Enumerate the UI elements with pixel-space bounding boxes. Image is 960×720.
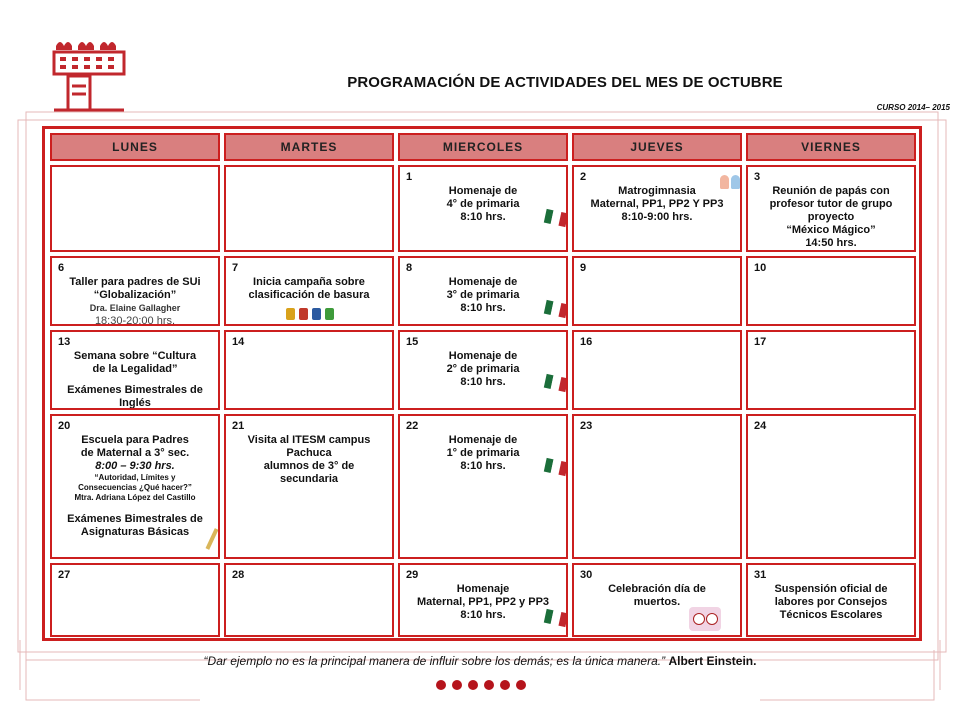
day-number: 17	[754, 336, 767, 348]
event-line: Celebración día de	[608, 583, 706, 595]
event-text	[406, 276, 560, 315]
event-detail: Consecuencias ¿Qué hacer?”	[78, 483, 192, 492]
mexico-flag-icon	[544, 374, 568, 392]
event-text	[580, 185, 734, 224]
event-line: 8:10 hrs.	[460, 211, 506, 223]
event-detail: Mtra. Adriana López del Castillo	[74, 493, 196, 502]
event-line: Escuela para Padres	[81, 434, 189, 446]
event-text	[406, 185, 560, 224]
day-number: 9	[580, 262, 587, 274]
mexico-flag-icon	[544, 300, 568, 318]
event-line: 3° de primaria	[446, 289, 520, 301]
event-line: 2° de primaria	[446, 363, 520, 375]
dot	[500, 680, 510, 690]
day-number: 21	[232, 420, 245, 432]
event-line: Homenaje de	[448, 434, 518, 446]
calendar-day-cell	[50, 256, 220, 326]
event-line: 8:10 hrs.	[460, 460, 506, 472]
calendar-day-cell	[224, 330, 394, 410]
calendar-day-cell	[572, 563, 742, 637]
speaker-name: Dra. Elaine Gallagher	[89, 303, 181, 313]
calendar-day-cell	[50, 414, 220, 559]
event-line: 8:10-9:00 hrs.	[621, 211, 693, 223]
weekday-header-friday: VIERNES	[746, 133, 916, 161]
event-text	[232, 434, 386, 486]
event-text	[232, 276, 386, 302]
dot	[516, 680, 526, 690]
event-text	[58, 434, 212, 539]
day-number: 13	[58, 336, 71, 348]
quote-author: Albert Einstein.	[668, 654, 757, 668]
quote	[0, 654, 960, 668]
school-logo	[48, 36, 128, 116]
calendar-day-cell	[746, 414, 916, 559]
event-line: 1° de primaria	[446, 447, 520, 459]
event-line: Visita al ITESM campus	[247, 434, 371, 446]
mexico-flag-icon	[544, 458, 568, 476]
calendar-day-cell	[50, 330, 220, 410]
calendar-day-cell	[224, 414, 394, 559]
calendar-day-cell	[746, 256, 916, 326]
event-line: Suspensión oficial de	[774, 583, 888, 595]
event-text	[58, 276, 212, 326]
day-number: 23	[580, 420, 593, 432]
dot	[468, 680, 478, 690]
school-year-label: CURSO 2014– 2015	[876, 103, 950, 112]
event-text	[406, 434, 560, 473]
event-line	[58, 376, 212, 384]
event-line: 8:10 hrs.	[460, 376, 506, 388]
day-number: 16	[580, 336, 593, 348]
event-line: Maternal, PP1, PP2 Y PP3	[590, 198, 724, 210]
event-line: labores por Consejos	[774, 596, 888, 608]
event-line: Exámenes Bimestrales de	[67, 384, 203, 396]
calendar-day-cell	[398, 563, 568, 637]
day-number: 2	[580, 171, 587, 183]
event-line: Reunión de papás con	[772, 185, 890, 197]
calendar-day-cell	[398, 414, 568, 559]
event-line: de la Legalidad”	[92, 363, 178, 375]
calavera-icon	[689, 607, 721, 631]
event-detail: “Autoridad, Límites y	[94, 473, 176, 482]
calendar-day-cell	[50, 165, 220, 252]
event-line: Exámenes Bimestrales de	[67, 513, 203, 525]
children-icon	[720, 175, 740, 189]
dot	[436, 680, 446, 690]
event-line: 8:10 hrs.	[460, 302, 506, 314]
mexico-flag-icon	[544, 209, 568, 227]
event-line: Maternal, PP1, PP2 y PP3	[416, 596, 550, 608]
calendar-day-cell	[572, 165, 742, 252]
event-time: 18:30-20:00 hrs.	[94, 315, 176, 326]
quote-text: “Dar ejemplo no es la principal manera de influir sobre los demás; es la única manera.”	[203, 654, 666, 668]
day-number: 22	[406, 420, 419, 432]
event-line: profesor tutor de grupo	[769, 198, 893, 210]
event-line: “México Mágico”	[786, 224, 876, 236]
event-line: Homenaje de	[448, 185, 518, 197]
recycling-bins-icon	[286, 308, 334, 320]
calendar-day-cell	[572, 330, 742, 410]
calendar-day-cell	[224, 563, 394, 637]
event-line: secundaria	[279, 473, 339, 485]
day-number: 29	[406, 569, 419, 581]
event-line: “Globalización”	[93, 289, 177, 301]
event-line: Inglés	[119, 397, 151, 409]
event-text	[754, 185, 908, 250]
day-number: 1	[406, 171, 413, 183]
day-number: 14	[232, 336, 245, 348]
day-number: 30	[580, 569, 593, 581]
calendar-day-cell	[398, 256, 568, 326]
day-number: 27	[58, 569, 71, 581]
calendar-day-cell	[50, 563, 220, 637]
event-line: de Maternal a 3° sec.	[80, 447, 190, 459]
calendar-day-cell	[398, 165, 568, 252]
day-number: 20	[58, 420, 71, 432]
event-text	[406, 583, 560, 622]
day-number: 15	[406, 336, 419, 348]
event-line: Homenaje	[456, 583, 510, 595]
calendar-day-cell	[398, 330, 568, 410]
day-number: 3	[754, 171, 761, 183]
day-number: 8	[406, 262, 413, 274]
page-title: PROGRAMACIÓN DE ACTIVIDADES DEL MES DE OCTUBRE	[347, 74, 783, 91]
event-line: muertos.	[633, 596, 681, 608]
weekday-header-thursday: JUEVES	[572, 133, 742, 161]
event-line: Inicia campaña sobre	[253, 276, 365, 288]
event-line: Asignaturas Básicas	[80, 526, 190, 538]
day-number: 24	[754, 420, 767, 432]
calendar-day-cell	[224, 256, 394, 326]
event-text	[406, 350, 560, 389]
day-number: 31	[754, 569, 767, 581]
day-number: 28	[232, 569, 245, 581]
calendar-day-cell	[572, 414, 742, 559]
event-text	[580, 583, 734, 609]
event-line: Semana sobre “Cultura	[73, 350, 197, 362]
event-line: 14:50 hrs.	[805, 237, 857, 249]
event-line: 4° de primaria	[446, 198, 520, 210]
day-number: 10	[754, 262, 767, 274]
event-line: proyecto	[807, 211, 855, 223]
calendar-day-cell	[572, 256, 742, 326]
calendar-day-cell	[746, 165, 916, 252]
event-line: alumnos de 3° de	[263, 460, 355, 472]
calendar-day-cell	[746, 563, 916, 637]
calendar-grid	[50, 133, 916, 636]
weekday-header-tuesday: MARTES	[224, 133, 394, 161]
event-text	[754, 583, 908, 622]
event-line: Taller para padres de SUi	[69, 276, 201, 288]
mexico-flag-icon	[544, 609, 568, 627]
day-number: 7	[232, 262, 239, 274]
weekday-header-wednesday: MIERCOLES	[398, 133, 568, 161]
calendar	[42, 126, 922, 641]
event-line: Matrogimnasia	[618, 185, 696, 197]
day-number: 6	[58, 262, 65, 274]
weekday-header-monday: LUNES	[50, 133, 220, 161]
dot	[484, 680, 494, 690]
calendar-day-cell	[746, 330, 916, 410]
event-line: Homenaje de	[448, 276, 518, 288]
event-line: Pachuca	[286, 447, 332, 459]
dot	[452, 680, 462, 690]
decorative-dots	[436, 680, 526, 690]
event-line: Técnicos Escolares	[779, 609, 883, 621]
event-text	[58, 350, 212, 410]
event-line: 8:00 – 9:30 hrs.	[95, 460, 175, 472]
event-line: Homenaje de	[448, 350, 518, 362]
event-line: 8:10 hrs.	[460, 609, 506, 621]
calendar-day-cell	[224, 165, 394, 252]
event-line: clasificación de basura	[248, 289, 370, 301]
